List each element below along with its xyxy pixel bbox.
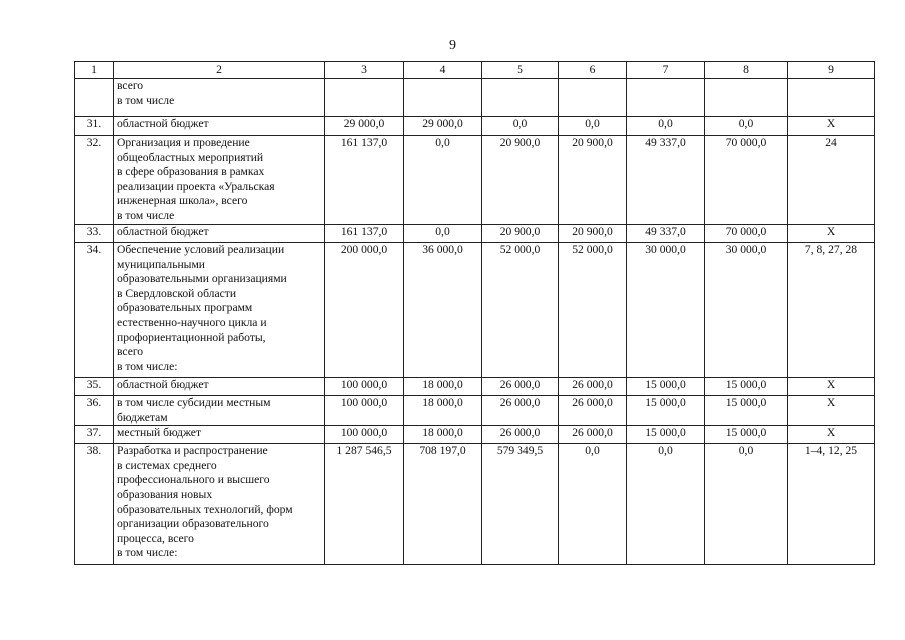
- description-cell: областной бюджет: [114, 378, 325, 396]
- column-header: 7: [627, 62, 705, 79]
- row-number-cell: 35.: [75, 378, 114, 396]
- table-row: [75, 378, 875, 396]
- value-cell: 30 000,0: [705, 243, 788, 378]
- value-cell: 26 000,0: [482, 426, 559, 444]
- description-cell: местный бюджет: [114, 426, 325, 444]
- value-cell: 15 000,0: [627, 378, 705, 396]
- value-cell: 0,0: [404, 136, 482, 225]
- value-cell: [404, 79, 482, 117]
- value-cell: 20 900,0: [559, 225, 627, 243]
- row-number-cell: 34.: [75, 243, 114, 378]
- target-ref-cell: X: [788, 225, 875, 243]
- value-cell: 70 000,0: [705, 225, 788, 243]
- value-cell: 26 000,0: [559, 378, 627, 396]
- row-number-cell: 37.: [75, 426, 114, 444]
- value-cell: 26 000,0: [559, 396, 627, 426]
- value-cell: 26 000,0: [482, 378, 559, 396]
- value-cell: 52 000,0: [482, 243, 559, 378]
- column-header-row: [75, 62, 875, 79]
- value-cell: 161 137,0: [325, 225, 404, 243]
- value-cell: 15 000,0: [627, 396, 705, 426]
- column-header: 6: [559, 62, 627, 79]
- value-cell: 1 287 546,5: [325, 444, 404, 565]
- value-cell: 26 000,0: [482, 396, 559, 426]
- value-cell: 100 000,0: [325, 396, 404, 426]
- row-number-cell: 38.: [75, 444, 114, 565]
- target-ref-cell: [788, 79, 875, 117]
- value-cell: 29 000,0: [325, 117, 404, 136]
- value-cell: 15 000,0: [627, 426, 705, 444]
- column-header: 9: [788, 62, 875, 79]
- value-cell: 15 000,0: [705, 426, 788, 444]
- description-cell: Разработка и распространение в системах среднего профессионального и высшего образования новых образовательных технологий, форм организации образовательного процесса, всего в том числе:: [114, 444, 325, 565]
- value-cell: 29 000,0: [404, 117, 482, 136]
- value-cell: 18 000,0: [404, 396, 482, 426]
- value-cell: 200 000,0: [325, 243, 404, 378]
- table-row: [75, 426, 875, 444]
- value-cell: 26 000,0: [559, 426, 627, 444]
- description-cell: областной бюджет: [114, 117, 325, 136]
- value-cell: 70 000,0: [705, 136, 788, 225]
- value-cell: 0,0: [627, 444, 705, 565]
- target-ref-cell: X: [788, 396, 875, 426]
- column-header: 1: [75, 62, 114, 79]
- value-cell: [325, 79, 404, 117]
- description-cell: областной бюджет: [114, 225, 325, 243]
- row-number-cell: [75, 79, 114, 117]
- table-row: [75, 225, 875, 243]
- page-number: 9: [449, 38, 456, 53]
- value-cell: [482, 79, 559, 117]
- value-cell: 0,0: [627, 117, 705, 136]
- value-cell: [627, 79, 705, 117]
- description-cell: всего в том числе: [114, 79, 325, 117]
- description-cell: Обеспечение условий реализации муниципальными образовательными организациями в Свердловской области образовательных программ естественно-научного цикла и профориентационной работы, всего в том числе:: [114, 243, 325, 378]
- target-ref-cell: 24: [788, 136, 875, 225]
- value-cell: 49 337,0: [627, 225, 705, 243]
- table-row: [75, 117, 875, 136]
- table-row: [75, 79, 875, 117]
- row-number-cell: 36.: [75, 396, 114, 426]
- target-ref-cell: X: [788, 426, 875, 444]
- description-cell: в том числе субсидии местным бюджетам: [114, 396, 325, 426]
- column-header: 2: [114, 62, 325, 79]
- value-cell: 0,0: [559, 444, 627, 565]
- value-cell: 49 337,0: [627, 136, 705, 225]
- row-number-cell: 33.: [75, 225, 114, 243]
- value-cell: 15 000,0: [705, 396, 788, 426]
- row-number-cell: 31.: [75, 117, 114, 136]
- value-cell: 20 900,0: [482, 136, 559, 225]
- value-cell: 15 000,0: [705, 378, 788, 396]
- value-cell: 579 349,5: [482, 444, 559, 565]
- column-header: 8: [705, 62, 788, 79]
- table-row: [75, 396, 875, 426]
- value-cell: [559, 79, 627, 117]
- value-cell: 18 000,0: [404, 378, 482, 396]
- value-cell: 0,0: [404, 225, 482, 243]
- column-header: 5: [482, 62, 559, 79]
- target-ref-cell: X: [788, 117, 875, 136]
- description-cell: Организация и проведение общеобластных мероприятий в сфере образования в рамках реализации проекта «Уральская инженерная школа», всего в том числе: [114, 136, 325, 225]
- value-cell: 100 000,0: [325, 426, 404, 444]
- table-row: [75, 243, 875, 378]
- value-cell: 30 000,0: [627, 243, 705, 378]
- value-cell: 161 137,0: [325, 136, 404, 225]
- value-cell: 708 197,0: [404, 444, 482, 565]
- budget-table: [74, 61, 875, 565]
- table-row: [75, 136, 875, 225]
- value-cell: 0,0: [482, 117, 559, 136]
- value-cell: 0,0: [705, 444, 788, 565]
- column-header: 4: [404, 62, 482, 79]
- target-ref-cell: 7, 8, 27, 28: [788, 243, 875, 378]
- table-row: [75, 444, 875, 565]
- value-cell: 20 900,0: [559, 136, 627, 225]
- row-number-cell: 32.: [75, 136, 114, 225]
- value-cell: 36 000,0: [404, 243, 482, 378]
- target-ref-cell: 1–4, 12, 25: [788, 444, 875, 565]
- value-cell: [705, 79, 788, 117]
- value-cell: 52 000,0: [559, 243, 627, 378]
- value-cell: 0,0: [559, 117, 627, 136]
- value-cell: 100 000,0: [325, 378, 404, 396]
- value-cell: 0,0: [705, 117, 788, 136]
- value-cell: 18 000,0: [404, 426, 482, 444]
- column-header: 3: [325, 62, 404, 79]
- target-ref-cell: X: [788, 378, 875, 396]
- value-cell: 20 900,0: [482, 225, 559, 243]
